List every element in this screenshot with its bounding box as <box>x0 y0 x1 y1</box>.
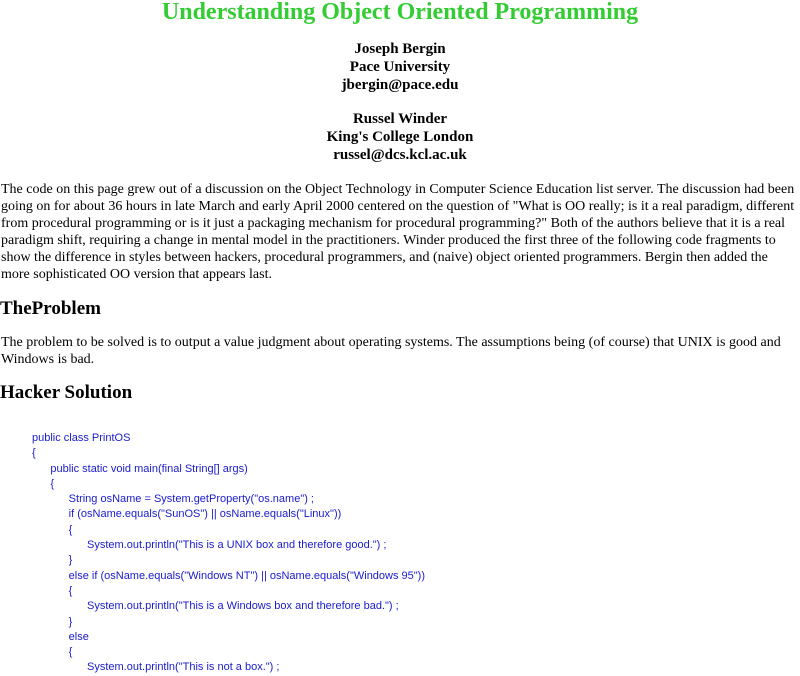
code-line: else if (osName.equals("Windows NT") || osName.equals("Windows 95")) <box>32 569 426 582</box>
code-line: { <box>32 447 36 460</box>
code-line: String osName = System.getProperty("os.name") ; <box>32 493 314 506</box>
code-line: System.out.println("This is a UNIX box and therefore good.") ; <box>32 539 387 552</box>
author-block-bergin <box>0 40 800 94</box>
author-email: jbergin@pace.edu <box>341 77 459 93</box>
code-line: } <box>32 615 73 628</box>
code-line: { <box>32 584 73 597</box>
problem-heading: TheProblem <box>0 298 101 319</box>
page-title: Understanding Object Oriented Programming <box>161 0 639 25</box>
code-line: { <box>32 477 55 490</box>
author-name: Joseph Bergin <box>354 41 446 57</box>
author-email: russel@dcs.kcl.ac.uk <box>333 147 467 163</box>
problem-paragraph: The problem to be solved is to output a value judgment about operating systems. The assumptions being (of course) that UNIX is good and Windows is bad. <box>1 335 781 367</box>
code-line: else <box>32 630 89 643</box>
code-line: System.out.println("This is a Windows box and therefore bad.") ; <box>32 600 399 613</box>
code-line: System.out.println("This is not a box.") ; <box>32 661 280 674</box>
hacker-solution-heading: Hacker Solution <box>0 382 133 403</box>
author-name: Russel Winder <box>352 111 448 127</box>
author-block-winder <box>0 110 800 164</box>
code-line: { <box>32 523 73 536</box>
code-line: public static void main(final String[] args) <box>32 462 248 475</box>
code-line: if (osName.equals("SunOS") || osName.equals("Linux")) <box>32 508 342 521</box>
author-affiliation: Pace University <box>349 59 451 75</box>
hacker-code-block <box>0 431 800 676</box>
code-line: } <box>32 554 73 567</box>
intro-paragraph: The code on this page grew out of a discussion on the Object Technology in Computer Science Education list server. The discussion had been going on for about 36 hours in late March and early April 2000 centered on the question of "What is OO really; is it a real paradigm, different from procedural programming or is it just a packaging mechanism for procedural programming?" Both of the authors believe that it is a real paradigm shift, requiring a change in mental model in the practitioners. Winder produced the first three of the following code fragments to show the difference in styles between hackers, procedural programmers, and (naive) object oriented programmers. Bergin then added the more sophisticated OO version that appears last. <box>1 182 795 282</box>
code-line: public class PrintOS <box>32 432 131 444</box>
author-affiliation: King's College London <box>326 129 474 145</box>
code-line: { <box>32 646 73 659</box>
